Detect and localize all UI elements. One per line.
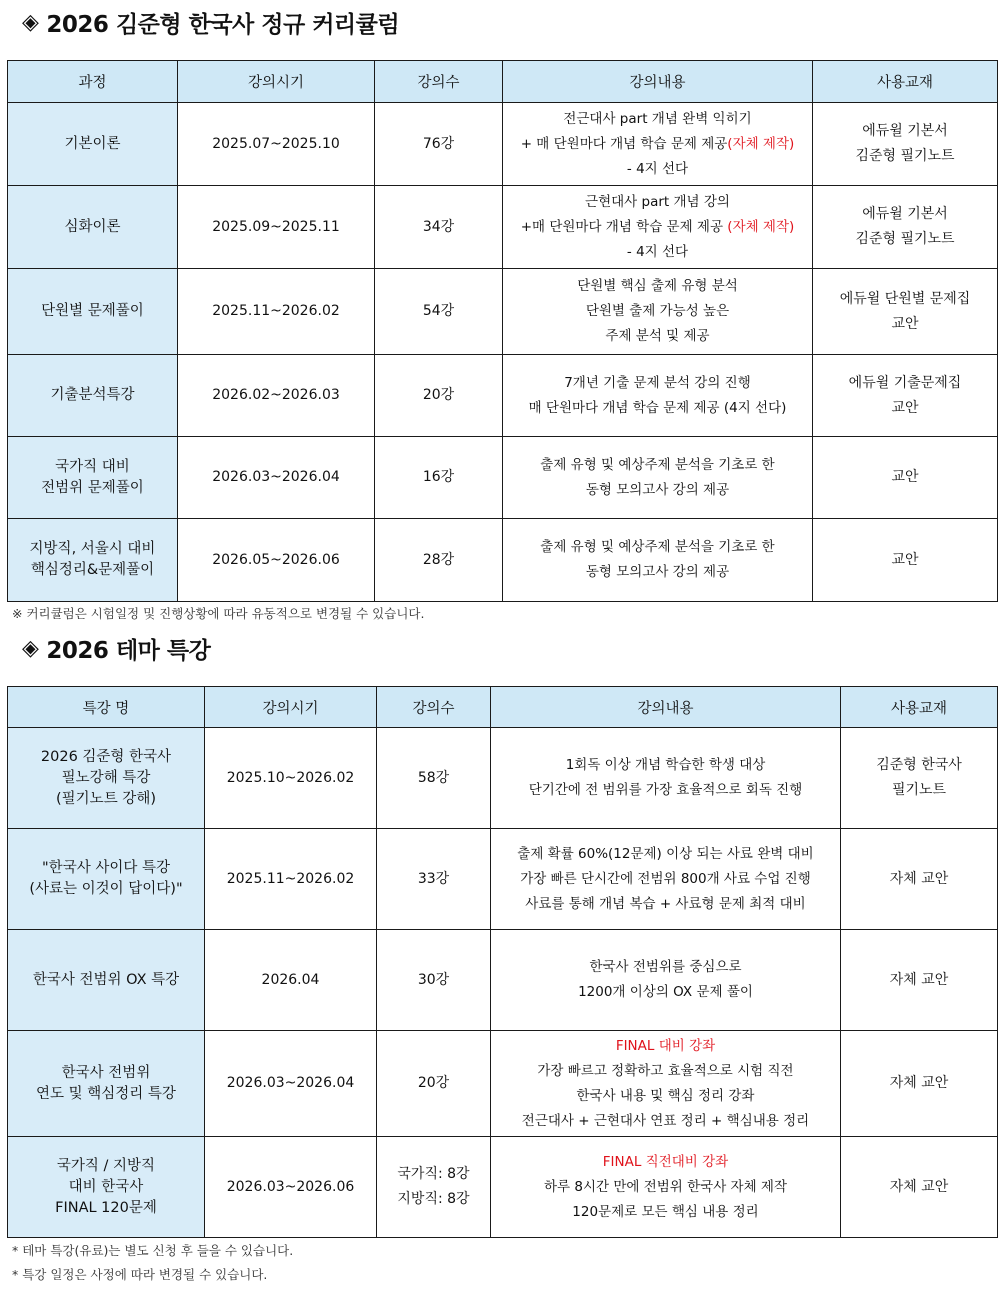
header-period: 강의시기 [178,61,375,103]
textbook-line: 자체 교안 [889,971,949,988]
content-line [491,1059,840,1084]
content-line [491,842,840,867]
header-count: 강의수 [377,687,491,728]
header-content: 강의내용 [503,61,813,103]
lecture-count-cell [375,186,503,269]
textbook-cell [813,437,998,519]
content-cell [491,728,841,829]
lecture-count-line: 30강 [417,971,450,988]
table-row [8,103,998,186]
period-cell: 2026.02~2026.03 [178,355,375,437]
content-line [503,215,812,240]
lecture-count-line: 28강 [422,551,455,568]
content-text: 매 단원마다 개념 학습 문제 제공 (4지 선다) [528,399,787,416]
course-name-cell [8,519,178,602]
lecture-count-cell [377,829,491,930]
course-name-line: 국가직 / 지방직 [56,1157,156,1174]
header-period: 강의시기 [205,687,377,728]
content-text: 전근대사 + 근현대사 연표 정리 + 핵심내용 정리 [521,1112,810,1129]
content-text: 가장 빠른 단시간에 전범위 800개 사료 수업 진행 [520,870,811,887]
textbook-cell [813,519,998,602]
period-cell: 2026.04 [205,930,377,1031]
textbook-cell [813,355,998,437]
textbook-line: 교안 [891,399,919,416]
content-line [503,535,812,560]
table-row [8,519,998,602]
header-lecture-name: 특강 명 [8,687,205,728]
content-cell [503,103,813,186]
content-line [491,1175,840,1200]
header-content: 강의내용 [491,687,841,728]
theme-note-1: * 테마 특강(유료)는 별도 신청 후 들을 수 있습니다. [12,1243,294,1258]
course-name-cell [8,103,178,186]
textbook-line: 교안 [891,551,919,568]
content-cell [491,1031,841,1137]
content-line [491,1084,840,1109]
content-line [491,955,840,980]
table-row [8,269,998,355]
theme-lecture-table [7,686,998,1238]
content-text: - 4지 선다 [626,243,689,260]
table-row [8,186,998,269]
lecture-count-line: 58강 [417,769,450,786]
textbook-line: 자체 교안 [889,1075,949,1091]
textbook-cell [841,1031,998,1137]
course-name-line: 한국사 전범위 [61,1064,151,1081]
textbook-cell [841,1137,998,1238]
content-line [503,240,812,265]
period-cell: 2026.05~2026.06 [178,519,375,602]
textbook-cell [841,930,998,1031]
lecture-count-line: 20강 [422,387,455,403]
content-text: 동형 모의고사 강의 제공 [585,481,730,498]
content-text: +매 단원마다 개념 학습 문제 제공 [520,218,728,235]
content-cell [491,930,841,1031]
course-name-line: 핵심정리&문제풀이 [30,562,155,578]
content-text: 가장 빠르고 정확하고 효율적으로 시험 직전 [537,1062,794,1079]
lecture-count-cell [375,103,503,186]
table-header-row [8,61,998,103]
course-name-cell [8,1137,205,1238]
course-name-cell [8,186,178,269]
self-made-tag: (자체 제작) [727,135,795,152]
period-cell: 2025.11~2026.02 [178,269,375,355]
content-line [491,753,840,778]
course-name-line: 기본이론 [64,135,121,152]
diamond-icon: ◈ [22,10,39,35]
course-name-line: 대비 한국사 [68,1178,144,1195]
course-name-line: "한국사 사이다 특강 [42,860,170,876]
lecture-count-line: 54강 [422,303,455,319]
period-cell: 2026.03~2026.06 [205,1137,377,1238]
theme-note-2: * 특강 일정은 사정에 따라 변경될 수 있습니다. [12,1267,268,1282]
textbook-cell [841,829,998,930]
textbook-line: 에듀윌 기본서 [862,123,948,139]
content-line [503,274,812,299]
content-line [503,132,812,157]
period-cell: 2025.09~2025.11 [178,186,375,269]
course-name-line: 지방직, 서울시 대비 [29,541,156,557]
content-text: 출제 확률 60%(12문제) 이상 되는 사료 완벽 대비 [517,845,814,862]
course-name-cell [8,437,178,519]
period-cell: 2026.03~2026.04 [178,437,375,519]
lecture-count-line: 지방직: 8강 [397,1191,470,1207]
self-made-tag: (자체 제작) [727,218,795,235]
course-name-line: 필노강해 특강 [61,769,151,786]
content-cell [503,519,813,602]
header-count: 강의수 [375,61,503,103]
section2-title: ◈ 2026 테마 특강 [22,636,211,664]
content-line [491,892,840,917]
content-text: 출제 유형 및 예상주제 분석을 기초로 한 [540,456,775,473]
textbook-cell [813,269,998,355]
content-highlight-line: FINAL 직전대비 강좌 [602,1153,729,1170]
content-text: 1회독 이상 개념 학습한 학생 대상 [565,757,766,773]
lecture-count-cell [377,930,491,1031]
lecture-count-line: 76강 [422,135,455,152]
lecture-count-cell [377,728,491,829]
textbook-cell [841,728,998,829]
table-row [8,930,998,1031]
course-name-line: 2026 김준형 한국사 [40,748,172,765]
textbook-line: 교안 [891,469,919,485]
course-name-line: 국가직 대비 [55,458,130,475]
content-line [503,453,812,478]
content-text: 근현대사 part 개념 강의 [585,193,730,210]
table-row [8,728,998,829]
textbook-line: 에듀윌 단원별 문제집 [839,290,971,307]
course-name-line: (사료는 이것이 답이다)" [29,881,183,897]
content-text: 7개년 기출 문제 분석 강의 진행 [564,374,751,391]
content-line [491,778,840,803]
content-text: - 4지 선다 [626,160,689,177]
course-name-cell [8,728,205,829]
course-name-cell [8,930,205,1031]
textbook-line: 필기노트 [891,782,947,798]
textbook-line: 에듀윌 기본서 [862,206,948,222]
content-line [503,371,812,396]
textbook-line: 자체 교안 [889,870,949,887]
table-row [8,829,998,930]
course-name-line: FINAL 120문제 [55,1199,157,1216]
content-text: 출제 유형 및 예상주제 분석을 기초로 한 [540,539,775,555]
header-book: 사용교재 [841,687,998,728]
textbook-line: 김준형 필기노트 [855,148,955,164]
period-cell: 2025.10~2026.02 [205,728,377,829]
curriculum-note: ※ 커리큘럼은 시험일정 및 진행상황에 따라 유동적으로 변경될 수 있습니다. [12,606,425,621]
content-line [503,157,812,182]
curriculum-table [7,60,998,602]
course-name-line: 연도 및 핵심정리 특강 [36,1085,176,1102]
header-course: 과정 [8,61,178,103]
period-cell: 2025.07~2025.10 [178,103,375,186]
lecture-count-cell [375,437,503,519]
lecture-count-line: 국가직: 8강 [397,1166,470,1182]
content-text: + 매 단원마다 개념 학습 문제 제공 [520,135,728,152]
table-row [8,355,998,437]
textbook-line: 김준형 필기노트 [855,231,955,247]
course-name-line: 심화이론 [64,218,121,235]
lecture-count-line: 20강 [417,1075,450,1091]
textbook-cell [813,103,998,186]
course-name-line: (필기노트 강해) [56,790,156,807]
textbook-cell [813,186,998,269]
content-highlight-line: FINAL 대비 강좌 [615,1037,716,1054]
content-text: 주제 분석 및 제공 [605,328,710,344]
course-name-cell [8,269,178,355]
content-cell [491,1137,841,1238]
content-cell [491,829,841,930]
lecture-count-cell [377,1031,491,1137]
table-row [8,437,998,519]
content-text: 단원별 출제 가능성 높은 [585,303,730,319]
content-line [503,190,812,215]
content-text: 120문제로 모든 핵심 내용 정리 [572,1203,759,1220]
content-line [503,478,812,503]
content-line [503,560,812,585]
period-cell: 2026.03~2026.04 [205,1031,377,1137]
lecture-count-cell [375,355,503,437]
content-text: 단원별 핵심 출제 유형 분석 [577,278,738,294]
content-line [491,980,840,1005]
table-row [8,1137,998,1238]
textbook-line: 김준형 한국사 [876,757,962,773]
content-line [503,324,812,349]
course-name-line: 한국사 전범위 OX 특강 [32,971,180,988]
table-header-row [8,687,998,728]
content-text: 1200개 이상의 OX 문제 풀이 [578,984,753,1000]
content-cell [503,186,813,269]
content-text: 동형 모의고사 강의 제공 [585,564,730,580]
course-name-line: 기출분석특강 [50,387,135,403]
course-name-line: 단원별 문제풀이 [41,303,144,319]
content-text: 하루 8시간 만에 전범위 한국사 자체 제작 [544,1178,787,1195]
content-text: 전근대사 part 개념 완벽 익히기 [563,110,752,127]
lecture-count-cell [375,519,503,602]
content-line [491,1200,840,1225]
textbook-line: 교안 [891,315,919,332]
content-line [491,867,840,892]
section1-title: ◈ 2026 김준형 한국사 정규 커리큘럼 [22,10,400,38]
lecture-count-cell [377,1137,491,1238]
content-cell [503,355,813,437]
course-name-cell [8,355,178,437]
period-cell: 2025.11~2026.02 [205,829,377,930]
lecture-count-line: 33강 [417,870,450,887]
lecture-count-line: 34강 [422,218,455,235]
lecture-count-line: 16강 [422,469,455,485]
content-cell [503,269,813,355]
content-line [491,1109,840,1134]
content-text: 단기간에 전 범위를 가장 효율적으로 회독 진행 [528,782,803,798]
content-cell [503,437,813,519]
content-line [503,396,812,421]
lecture-count-cell [375,269,503,355]
table-row [8,1031,998,1137]
content-text: 한국사 전범위를 중심으로 [589,959,742,975]
content-line [503,107,812,132]
diamond-icon: ◈ [22,636,39,661]
course-name-cell [8,1031,205,1137]
textbook-line: 자체 교안 [889,1178,949,1195]
course-name-cell [8,829,205,930]
header-book: 사용교재 [813,61,998,103]
textbook-line: 에듀윌 기출문제집 [848,374,962,391]
course-name-line: 전범위 문제풀이 [41,479,144,496]
content-line [503,299,812,324]
content-text: 한국사 내용 및 핵심 정리 강좌 [576,1087,755,1104]
content-text: 사료를 통해 개념 복습 + 사료형 문제 최적 대비 [525,895,806,912]
